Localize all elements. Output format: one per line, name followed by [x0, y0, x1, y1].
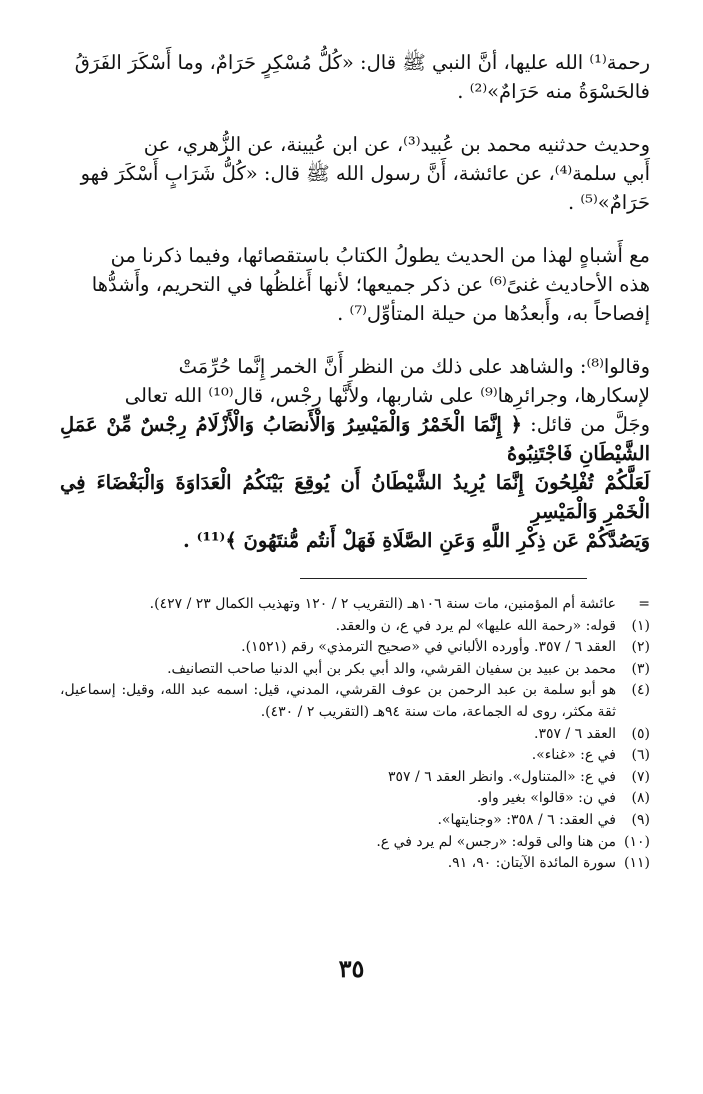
footnote-number: (١): [631, 617, 650, 634]
footnote: [60, 745, 650, 767]
footnote-number: (١٠): [624, 833, 650, 850]
text-line: لإسكارها، وجرائرِها⁽⁹⁾ على شاربها، ولأَنَّها رِجْس، قال⁽¹⁰⁾ الله تعالى: [124, 384, 650, 407]
main-text: [60, 48, 650, 579]
text-line: رحمة⁽¹⁾ الله عليها، أنَّ النبي ﷺ قال: «كُلُّ مُسْكِرٍ حَرَامٌ، وما أَسْكَرَ الفَرَقُ: [74, 51, 650, 74]
footnote-text: في ن: «قالوا» بغير واو.: [476, 790, 616, 807]
footnote-number: (٦): [631, 747, 650, 764]
quran-verse: وَيَصُدَّكُمْ عَن ذِكْرِ اللَّهِ وَعَنِ الصَّلَاةِ فَهَلْ أَنتُم مُّنتَهُونَ ﴾⁽¹¹⁾ .: [183, 529, 650, 552]
footnote-number: (٥): [631, 725, 650, 742]
footnote: [60, 594, 650, 616]
paragraph-4: [60, 352, 650, 555]
footnote-number: (١١): [624, 855, 650, 872]
footnote: [60, 832, 650, 854]
text-line: فالحَسْوَةُ منه حَرَامٌ»⁽²⁾ .: [457, 80, 650, 103]
text-line: إفصاحاً به، وأَبعدُها من حيلة المتأوِّل⁽⁷⁾ .: [337, 302, 650, 325]
text-line: حَرَامٌ»⁽⁵⁾ .: [567, 191, 650, 214]
footnote-number: (٣): [631, 660, 650, 677]
footnote-text: في ع: «غناء».: [531, 747, 616, 764]
text-line: وحديث حدثنيه محمد بن عُبيد⁽³⁾، عن ابن عُيينة، عن الزُّهري، عن: [143, 133, 650, 156]
footnote-text: قوله: «رحمة الله عليها» لم يرد في ع، ن والعقد.: [335, 617, 616, 634]
paragraph-1: [60, 48, 650, 106]
footnote-text: سورة المائدة الآيتان: ٩٠، ٩١.: [447, 855, 616, 872]
footnote: [60, 810, 650, 832]
footnote: [60, 680, 650, 723]
text-line: أَبي سلمة⁽⁴⁾، عن عائشة، أَنَّ رسول الله ﷺ قال: «كُلُّ شَرَابٍ أَسْكَرَ فهو: [80, 162, 650, 185]
footnote: [60, 788, 650, 810]
footnote: [60, 659, 650, 681]
quran-verse: لَعَلَّكُمْ تُفْلِحُونَ إِنَّمَا يُرِيدُ الشَّيْطَانُ أَن يُوقِعَ بَيْنَكُمُ الْعَدَاوَةَ وَالْبَغْضَاءَ فِي الْخَمْرِ وَالْمَيْسِرِ: [60, 471, 650, 523]
paragraph-2: [60, 130, 650, 217]
footnote: [60, 637, 650, 659]
text-line: مع أَشباهٍ لهذا من الحديث يطولُ الكتابُ باستقصائها، وفيما ذكرنا من: [110, 244, 650, 267]
footnote-number: (٨): [631, 790, 650, 807]
footnote-text: العقد ٦ / ٣٥٧. وأورده الألباني في «صحيح الترمذي» رقم (١٥٢١).: [241, 639, 616, 656]
footnote-text: هو أبو سلمة بن عبد الرحمن بن عوف القرشي، المدني، قيل: اسمه عبد الله، وقيل: إسماعيل، ثقة مكثر، روى له الجماعة، مات سنة ٩٤هـ (التقريب ٢ / ٤٣٠).: [60, 682, 616, 720]
text-line: هذه الأحاديث غنىً⁽⁶⁾ عن ذكر جميعها؛ لأنها أَغلظُها في التحريم، وأَشدُّها: [91, 273, 650, 296]
text-line: وقالوا⁽⁸⁾: والشاهد على ذلك من النظر أَنَّ الخمر إِنَّما حُرِّمَتْ: [178, 355, 650, 378]
footnote-separator: [300, 578, 587, 579]
footnote: [60, 724, 650, 746]
footnote-number: (٧): [631, 768, 650, 785]
footnote-number: (٤): [631, 682, 650, 699]
quran-verse: ﴿ إِنَّمَا الْخَمْرُ وَالْمَيْسِرُ وَالْأَنصَابُ وَالْأَزْلَامُ رِجْسٌ مِّنْ عَمَلِ الشَّيْطَانِ فَاجْتَنِبُوهُ: [60, 413, 650, 465]
footnote: [60, 853, 650, 875]
footnote-number: (٩): [631, 811, 650, 828]
footnote-text: عائشة أم المؤمنين، مات سنة ١٠٦هـ (التقريب ٢ / ١٢٠ وتهذيب الكمال ٢٣ / ٤٢٧).: [149, 596, 616, 612]
footnote-text: في العقد: ٦ / ٣٥٨: «وجنايتها».: [437, 811, 616, 828]
footnote: [60, 616, 650, 638]
footnote-number: (٢): [631, 639, 650, 656]
footnote-number: =: [638, 596, 650, 612]
quran-intro: وجَلَّ من قائل:: [530, 413, 650, 436]
footnotes: [60, 594, 650, 875]
footnote-text: محمد بن عبيد بن سفيان القرشي، والد أبي بكر بن أبي الدنيا صاحب التصانيف.: [167, 660, 616, 677]
quran-line: [60, 410, 650, 468]
footnote-text: في ع: «المتناول». وانظر العقد ٦ / ٣٥٧: [388, 768, 616, 785]
footnote-text: العقد ٦ / ٣٥٧.: [534, 725, 616, 742]
page-number: ٣٥: [338, 954, 365, 983]
footnote-text: من هنا والى قوله: «رجس» لم يرد في ع.: [376, 833, 616, 850]
footnote: [60, 767, 650, 789]
paragraph-3: [60, 241, 650, 328]
